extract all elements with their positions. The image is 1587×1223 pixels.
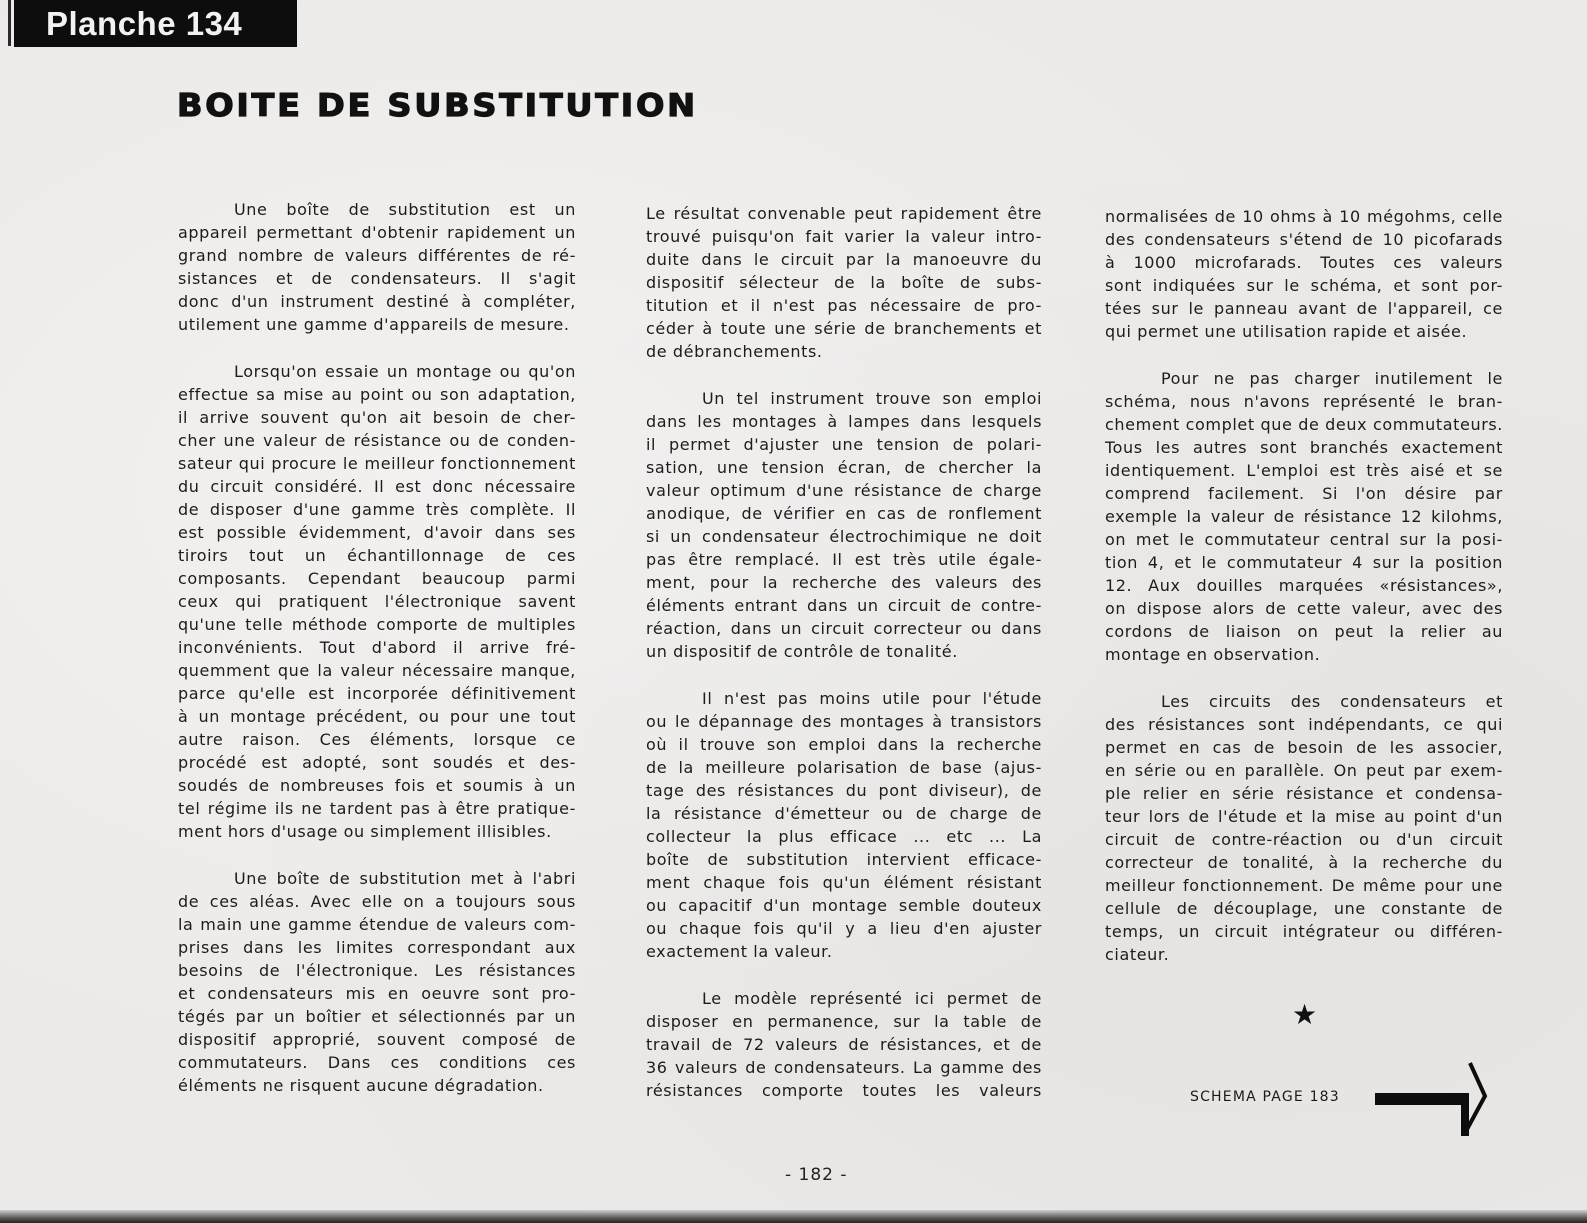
text-line: sont indiquées sur le schéma, et sont por- <box>1105 276 1503 295</box>
plate-label: Planche 134 <box>14 0 297 47</box>
text-line: autre raison. Ces éléments, lorsque ce <box>178 730 576 749</box>
text-line: tion 4, et le commutateur 4 sur la position <box>1105 553 1503 572</box>
binding-edge <box>8 0 11 46</box>
text-line: Les circuits des condensateurs et <box>1161 692 1503 711</box>
text-line: normalisées de 10 ohms à 10 mégohms, celle <box>1105 207 1503 226</box>
text-line: qui permet une utilisation rapide et aisée. <box>1105 322 1468 341</box>
text-line: tel régime ils ne tardent pas à être pratique- <box>178 799 576 818</box>
text-line: Une boîte de substitution est un <box>234 200 576 219</box>
text-line: temps, un circuit intégrateur ou différen- <box>1105 922 1503 941</box>
text-line: comprend facilement. Si l'on désire par <box>1105 484 1503 503</box>
text-line: exactement la valeur. <box>646 942 833 961</box>
paragraph-gap <box>646 963 1042 987</box>
text-line: prises dans les limites correspondant aux <box>178 938 576 957</box>
text-line: valeur optimum d'une résistance de charge <box>646 481 1042 500</box>
paragraph <box>178 198 576 336</box>
star-icon: ★ <box>1292 998 1318 1031</box>
schema-reference: SCHEMA PAGE 183 <box>1190 1089 1340 1105</box>
text-line: de ces aléas. Avec elle on a toujours sous <box>178 892 576 911</box>
paragraph-gap <box>178 336 576 360</box>
text-line: la main une gamme étendue de valeurs com- <box>178 915 576 934</box>
text-line: où il trouve son emploi dans la recherche <box>646 735 1042 754</box>
text-line: de la meilleure polarisation de base (ajus- <box>646 758 1042 777</box>
text-line: on met le commutateur central sur la posi- <box>1105 530 1503 549</box>
text-line: on dispose alors de cette valeur, avec des <box>1105 599 1503 618</box>
text-line: soudés de nombreuses fois et soumis à un <box>178 776 576 795</box>
text-line: anodique, de vérifier en cas de ronflement <box>646 504 1042 523</box>
page-bottom-edge <box>0 1210 1587 1223</box>
text-column-3 <box>1105 205 1503 966</box>
text-line: travail de 72 valeurs de résistances, et de <box>646 1035 1042 1054</box>
text-line: collecteur la plus efficace ... etc ... La <box>646 827 1042 846</box>
text-line: ple relier en série résistance et condensa- <box>1105 784 1503 803</box>
text-line: 12. Aux douilles marquées «résistances», <box>1105 576 1503 595</box>
text-line: teur lors de l'étude et la mise au point d'un <box>1105 807 1503 826</box>
text-line: il permet d'ajuster une tension de polari- <box>646 435 1042 454</box>
text-line: boîte de substitution intervient efficace- <box>646 850 1042 869</box>
paragraph-gap <box>178 843 576 867</box>
paragraph-gap <box>1105 343 1503 367</box>
text-line: des résistances sont indépendants, ce qui <box>1105 715 1503 734</box>
paragraph <box>646 687 1042 963</box>
text-line: Une boîte de substitution met à l'abri <box>234 869 576 888</box>
text-line: dans les montages à lampes dans lesquels <box>646 412 1042 431</box>
text-line: de disposer d'une gamme très complète. Il <box>178 500 576 519</box>
text-line: montage en observation. <box>1105 645 1321 664</box>
text-line: dispositif sélecteur de la boîte de subs- <box>646 273 1042 292</box>
text-line: éléments entrant dans un circuit de contre- <box>646 596 1042 615</box>
text-line: tées sur le panneau avant de l'appareil, ce <box>1105 299 1503 318</box>
paragraph-gap <box>646 363 1042 387</box>
text-line: la résistance d'émetteur ou de charge de <box>646 804 1042 823</box>
text-line: procédé est adopté, sont soudés et des- <box>178 753 576 772</box>
text-line: ment chaque fois qu'un élément résistant <box>646 873 1042 892</box>
text-line: à un montage précédent, ou pour une tout <box>178 707 576 726</box>
text-line: Le modèle représenté ici permet de <box>702 989 1042 1008</box>
text-line: sistances et de condensateurs. Il s'agit <box>178 269 576 288</box>
text-line: inconvénients. Tout d'abord il arrive fré- <box>178 638 576 657</box>
text-line: ou le dépannage des montages à transistors <box>646 712 1042 731</box>
text-line: tégés par un boîtier et sélectionnés par un <box>178 1007 576 1026</box>
paragraph <box>1105 367 1503 666</box>
text-line: ciateur. <box>1105 945 1170 964</box>
text-line: Un tel instrument trouve son emploi <box>702 389 1042 408</box>
text-line: identiquement. L'emploi est très aisé et se <box>1105 461 1503 480</box>
paragraph <box>646 202 1042 363</box>
text-line: Lorsqu'on essaie un montage ou qu'on <box>234 362 576 381</box>
text-line: qu'une telle méthode comporte de multiples <box>178 615 576 634</box>
text-line: appareil permettant d'obtenir rapidement un <box>178 223 576 242</box>
text-line: à 1000 microfarads. Toutes ces valeurs <box>1105 253 1503 272</box>
text-line: cher une valeur de résistance ou de conden- <box>178 431 576 450</box>
text-line: des condensateurs s'étend de 10 picofarads <box>1105 230 1503 249</box>
paragraph-gap <box>1105 666 1503 690</box>
text-line: il arrive souvent qu'on ait besoin de cher- <box>178 408 576 427</box>
text-line: dispositif approprié, souvent composé de <box>178 1030 576 1049</box>
text-line: réaction, dans un circuit correcteur ou dans <box>646 619 1042 638</box>
text-column-1 <box>178 198 576 1097</box>
text-line: quemment que la valeur nécessaire manque, <box>178 661 576 680</box>
text-line: exemple la valeur de résistance 12 kilohms, <box>1105 507 1503 526</box>
text-line: résistances comporte toutes les valeurs <box>646 1081 1042 1100</box>
text-line: effectue sa mise au point ou son adaptation, <box>178 385 576 404</box>
text-line: cellule de découplage, une constante de <box>1105 899 1503 918</box>
text-line: de débranchements. <box>646 342 823 361</box>
text-line: en série ou en parallèle. On peut par exem- <box>1105 761 1503 780</box>
text-line: meilleur fonctionnement. De même pour une <box>1105 876 1503 895</box>
text-line: utilement une gamme d'appareils de mesure. <box>178 315 570 334</box>
text-line: pas être remplacé. Il est très utile égale- <box>646 550 1042 569</box>
text-line: si un condensateur électrochimique ne doit <box>646 527 1042 546</box>
text-line: céder à toute une série de branchements et <box>646 319 1042 338</box>
text-line: commutateurs. Dans ces conditions ces <box>178 1053 576 1072</box>
text-line: tage des résistances du pont diviseur), de <box>646 781 1042 800</box>
text-line: parce qu'elle est incorporée définitivement <box>178 684 576 703</box>
text-line: sateur qui procure le meilleur fonctionnement <box>178 454 576 473</box>
text-line: donc d'un instrument destiné à compléter, <box>178 292 576 311</box>
text-line: ceux qui pratiquent l'électronique savent <box>178 592 576 611</box>
text-line: permet en cas de besoin de les associer, <box>1105 738 1503 757</box>
text-line: Tous les autres sont branchés exactement <box>1105 438 1503 457</box>
paragraph <box>178 360 576 843</box>
text-line: correcteur de tonalité, à la recherche du <box>1105 853 1503 872</box>
page-title: BOITE DE SUBSTITUTION <box>177 88 698 124</box>
page-number: - 182 - <box>785 1165 848 1185</box>
text-line: sation, une tension écran, de chercher la <box>646 458 1042 477</box>
text-line: un dispositif de contrôle de tonalité. <box>646 642 958 661</box>
arrow-right-icon <box>1375 1060 1490 1138</box>
text-line: tiroirs tout un échantillonnage de ces <box>178 546 576 565</box>
paragraph <box>646 987 1042 1102</box>
paragraph <box>1105 690 1503 966</box>
paragraph-gap <box>646 663 1042 687</box>
paragraph <box>178 867 576 1097</box>
text-line: 36 valeurs de condensateurs. La gamme des <box>646 1058 1042 1077</box>
paragraph <box>1105 205 1503 343</box>
text-line: ou capacitif d'un montage semble douteux <box>646 896 1042 915</box>
text-line: Pour ne pas charger inutilement le <box>1161 369 1503 388</box>
text-line: et condensateurs mis en oeuvre sont pro- <box>178 984 576 1003</box>
text-line: circuit de contre-réaction ou d'un circuit <box>1105 830 1503 849</box>
text-line: ou chaque fois qu'il y a lieu d'en ajuster <box>646 919 1042 938</box>
text-line: est possible évidemment, d'avoir dans ses <box>178 523 576 542</box>
text-line: grand nombre de valeurs différentes de ré- <box>178 246 576 265</box>
text-line: éléments ne risquent aucune dégradation. <box>178 1076 544 1095</box>
text-line: cordons de liaison on peut la relier au <box>1105 622 1503 641</box>
text-line: schéma, nous n'avons représenté le bran- <box>1105 392 1503 411</box>
text-line: composants. Cependant beaucoup parmi <box>178 569 576 588</box>
text-line: titution et il n'est pas nécessaire de pro- <box>646 296 1042 315</box>
text-line: ment, pour la recherche des valeurs des <box>646 573 1042 592</box>
text-line: chement complet que de deux commutateurs. <box>1105 415 1503 434</box>
text-line: ment hors d'usage ou simplement illisibles. <box>178 822 552 841</box>
text-line: du circuit considéré. Il est donc nécessaire <box>178 477 576 496</box>
text-line: duite dans le circuit par la manoeuvre du <box>646 250 1042 269</box>
paragraph <box>646 387 1042 663</box>
text-line: besoins de l'électronique. Les résistances <box>178 961 576 980</box>
text-line: Il n'est pas moins utile pour l'étude <box>702 689 1042 708</box>
text-line: trouvé puisqu'on fait varier la valeur intro- <box>646 227 1042 246</box>
text-line: Le résultat convenable peut rapidement être <box>646 204 1042 223</box>
text-line: disposer en permanence, sur la table de <box>646 1012 1042 1031</box>
text-column-2 <box>646 202 1042 1102</box>
